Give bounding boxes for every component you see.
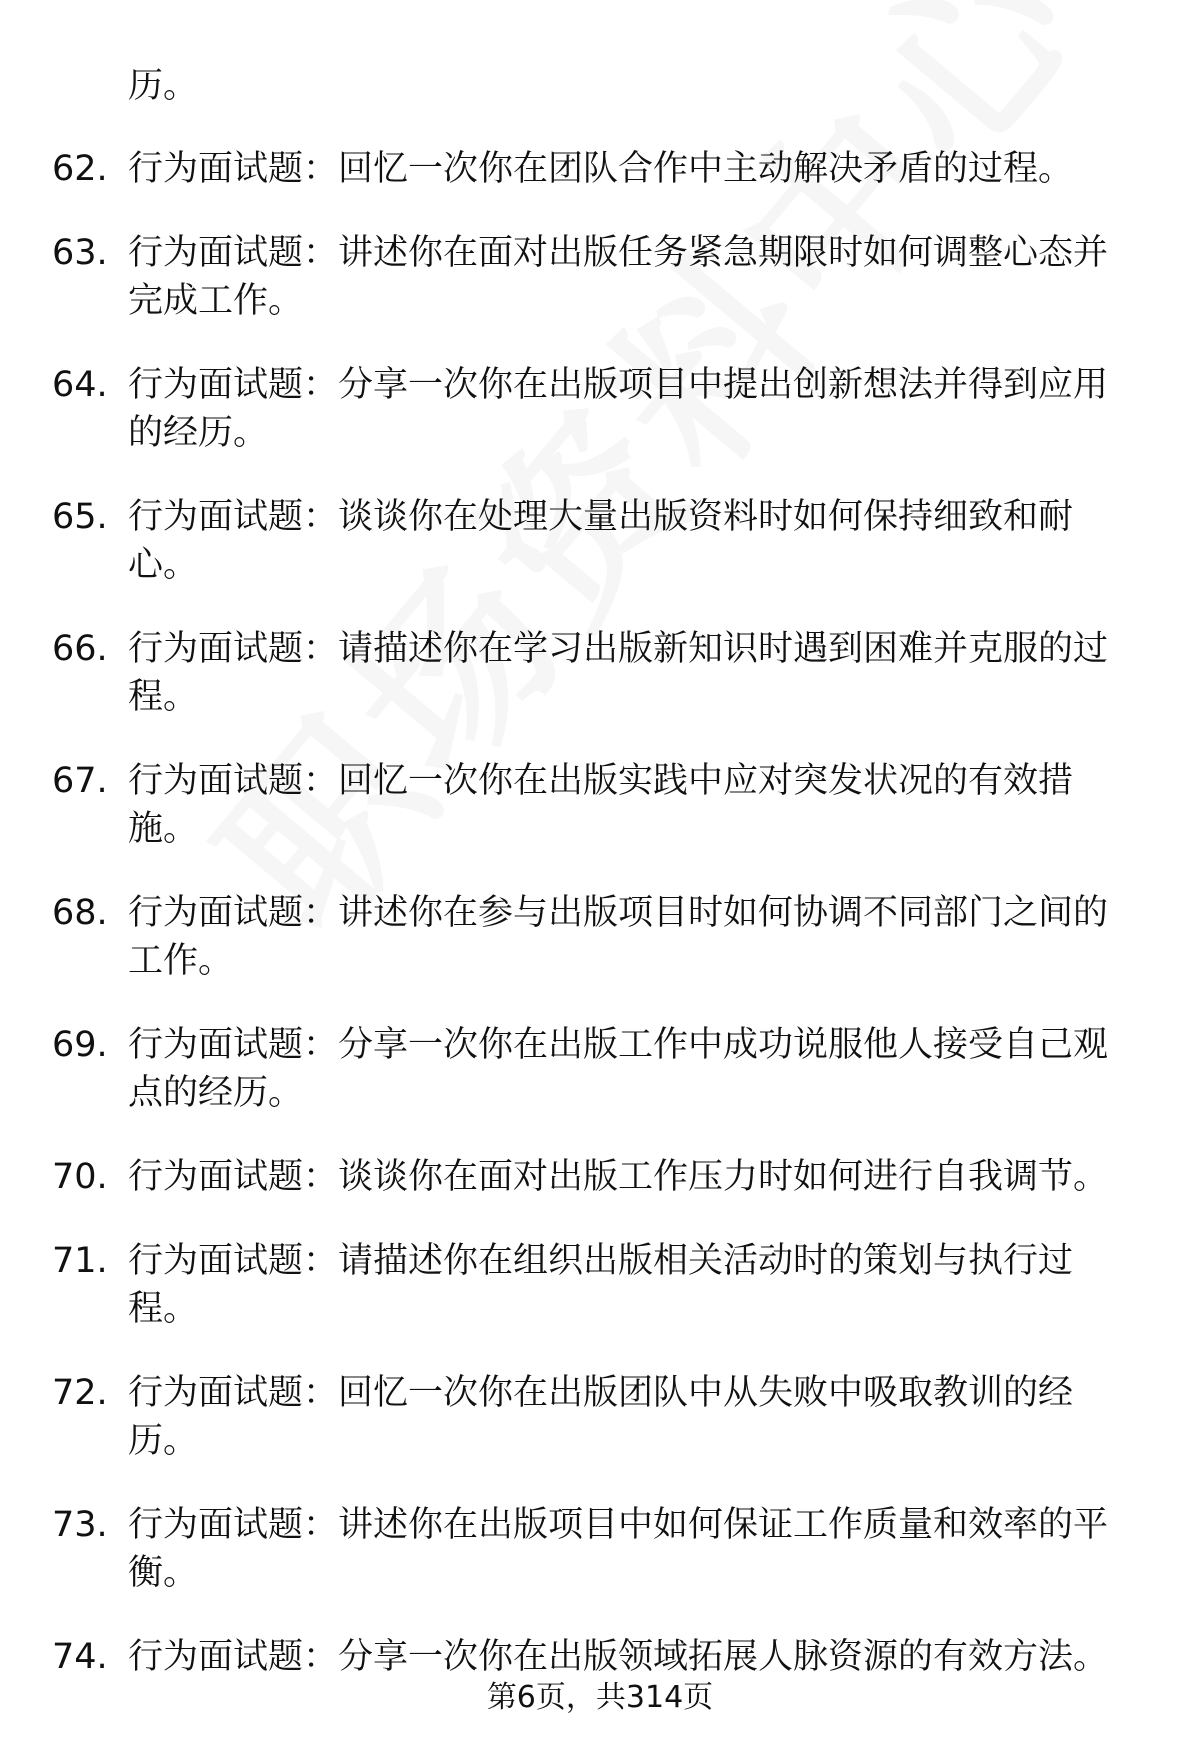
list-item [0, 757, 1128, 853]
list-item [0, 229, 1128, 325]
item-text: 行为面试题：请描述你在组织出版相关活动时的策划与执行过程。 [128, 1241, 1074, 1329]
item-text: 行为面试题：分享一次你在出版工作中成功说服他人接受自己观点的经历。 [128, 1025, 1109, 1113]
item-text: 行为面试题：讲述你在参与出版项目时如何协调不同部门之间的工作。 [128, 893, 1109, 981]
item-number: 62. [52, 149, 108, 189]
list-item [0, 361, 1128, 457]
item-text: 行为面试题：谈谈你在处理大量出版资料时如何保持细致和耐心。 [128, 497, 1074, 585]
page-footer: 第6页，共314页 [486, 1680, 714, 1715]
item-number: 63. [52, 233, 108, 273]
list-item [0, 1501, 1128, 1597]
list-item [0, 1153, 1128, 1201]
list-item [0, 1369, 1128, 1465]
question-list [0, 145, 1200, 1717]
item-number: 67. [52, 761, 108, 801]
list-item [0, 1021, 1128, 1117]
item-number: 71. [52, 1241, 108, 1281]
list-item [0, 1237, 1128, 1333]
item-text: 行为面试题：分享一次你在出版项目中提出创新想法并得到应用的经历。 [128, 365, 1109, 453]
list-item [0, 1633, 1128, 1681]
item-text: 行为面试题：分享一次你在出版领域拓展人脉资源的有效方法。 [128, 1637, 1109, 1677]
item-number: 65. [52, 497, 108, 537]
list-item [0, 493, 1128, 589]
item-text: 行为面试题：回忆一次你在出版实践中应对突发状况的有效措施。 [128, 761, 1074, 849]
list-item [0, 145, 1128, 193]
item-text: 行为面试题：请描述你在学习出版新知识时遇到困难并克服的过程。 [128, 629, 1109, 717]
item-text: 行为面试题：回忆一次你在出版团队中从失败中吸取教训的经历。 [128, 1373, 1074, 1461]
item-text: 行为面试题：回忆一次你在团队合作中主动解决矛盾的过程。 [128, 149, 1074, 189]
item-number: 64. [52, 365, 108, 405]
item-number: 74. [52, 1637, 108, 1677]
item-number: 69. [52, 1025, 108, 1065]
item-number: 66. [52, 629, 108, 669]
item-number: 72. [52, 1373, 108, 1413]
list-item [0, 625, 1128, 721]
list-item [0, 889, 1128, 985]
item-number: 70. [52, 1157, 108, 1197]
item-number: 68. [52, 893, 108, 933]
item-number: 73. [52, 1505, 108, 1545]
item-text: 行为面试题：讲述你在出版项目中如何保证工作质量和效率的平衡。 [128, 1505, 1109, 1593]
continuation-text: 历。 [128, 66, 199, 106]
item-text: 行为面试题：讲述你在面对出版任务紧急期限时如何调整心态并完成工作。 [128, 233, 1109, 321]
item-text: 行为面试题：谈谈你在面对出版工作压力时如何进行自我调节。 [128, 1157, 1109, 1197]
